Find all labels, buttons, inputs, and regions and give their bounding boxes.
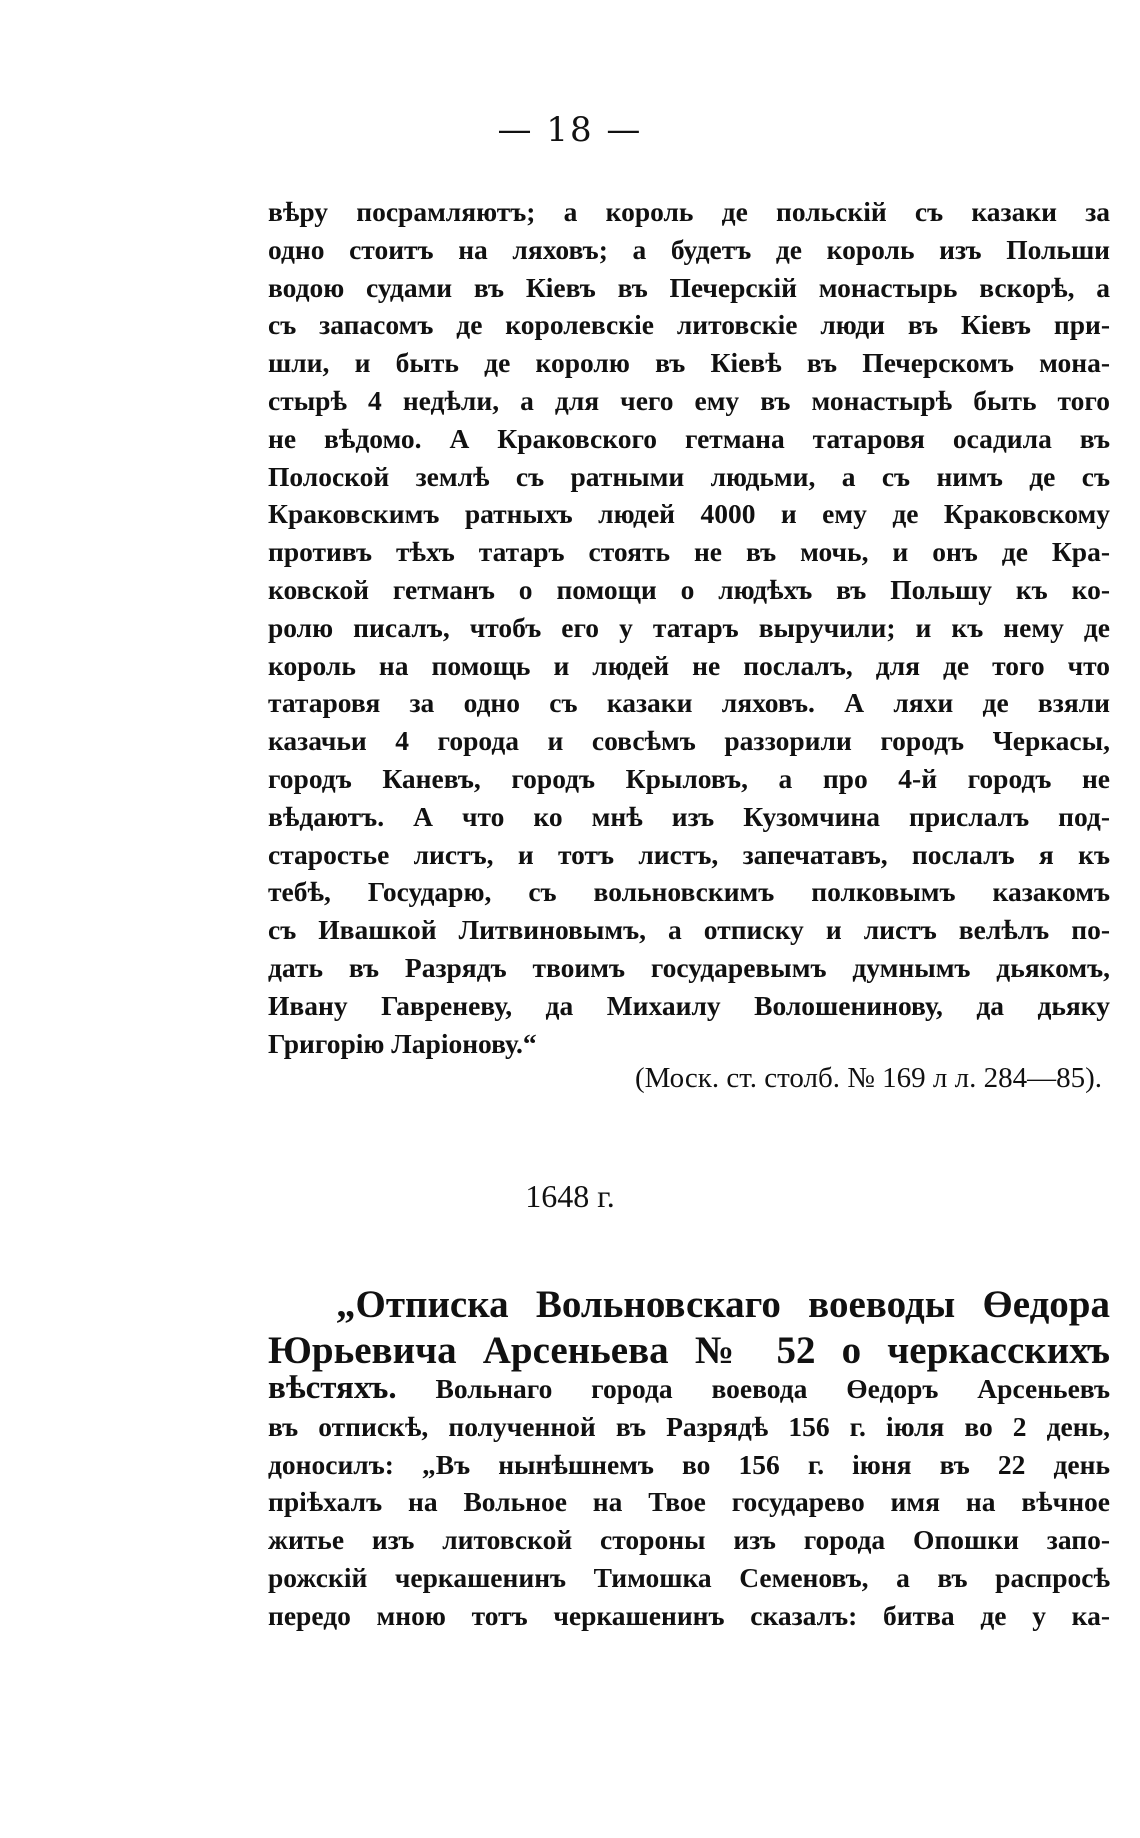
text-line: доносилъ: „Въ нынѣшнемъ во 156 г. іюня въ 22 день [268,1448,1110,1480]
text-line: тебѣ, Государю, съ вольновскимъ полковымъ казакомъ [268,876,1110,908]
text-line: стырѣ 4 недѣли, а для чего ему въ монастырѣ быть того [268,384,1110,416]
text-line: вѣру посрамляютъ; а король де польскій съ казаки за [268,196,1110,227]
text-line: старостье листъ, и тотъ листъ, запечатавъ, послалъ я къ [268,838,1110,870]
text-line: вѣдаютъ. А что ко мнѣ изъ Кузомчина прислалъ под- [268,800,1110,832]
text-line: противъ тѣхъ татаръ стоять не въ мочь, и онъ де Кра- [268,536,1110,568]
title-tail: вѣстяхъ. [268,1370,397,1406]
text-line: шли, и быть де королю въ Кіевѣ въ Печерскомъ мона- [268,347,1110,379]
text-line: въ отпискѣ, полученной въ Разрядѣ 156 г. іюля во 2 день, [268,1410,1110,1442]
text-line: казачьи 4 города и совсѣмъ раззорили городъ Черкасы, [268,725,1110,757]
paragraph-section [268,1370,1110,1635]
text-line: Полоской землѣ съ ратными людьми, а съ нимъ де съ [268,460,1110,492]
text-line: дать въ Разрядъ твоимъ государевымъ думнымъ дьякомъ, [268,951,1110,983]
page-number: — 18 — [497,110,643,150]
text-line: ролю писалъ, чтобъ его у татаръ выручили; и къ нему де [268,611,1110,643]
title-continuation-line [268,1370,1110,1408]
text-line: водою судами въ Кіевъ въ Печерскій монастырь вскорѣ, а [268,271,1110,303]
title-line: „Отписка Вольновскаго воеводы Өедора [336,1283,1110,1326]
title-line: Юрьевича Арсеньева № 52 о черкасскихъ [268,1329,1110,1372]
section-title [268,1282,1110,1374]
text-line: съ запасомъ де королевскіе литовскіе люди въ Кіевъ при- [268,309,1110,341]
text-line: городъ Каневъ, городъ Крыловъ, а про 4-й городъ не [268,762,1110,794]
year-heading: 1648 г. [525,1178,615,1214]
text-line: рожскій черкашенинъ Тимошка Семеновъ, а въ распросѣ [268,1561,1110,1593]
text-line: ковской гетманъ о помощи о людѣхъ въ Польшу къ ко- [268,573,1110,605]
text-line: татаровя за одно съ казаки ляховъ. А ляхи де взяли [268,687,1110,719]
text-line: одно стоитъ на ляховъ; а будетъ де король изъ Польши [268,233,1110,265]
text-line: житье изъ литовской стороны изъ города Опошки запо- [268,1524,1110,1556]
text-line: Григорію Ларіонову.“ [268,1027,537,1059]
text-line: съ Ивашкой Литвиновымъ, а отписку и листъ велѣлъ по- [268,914,1110,946]
text-line: передо мною тотъ черкашенинъ сказалъ: битва де у ка- [268,1599,1110,1631]
text-fragment: Вольнаго города воевода Өедоръ Арсеньевъ [435,1373,1110,1404]
text-line: Краковскимъ ратныхъ людей 4000 и ему де Краковскому [268,498,1110,530]
source-citation: (Моск. ст. столб. № 169 л л. 284—85). [634,1062,1102,1094]
text-line: не вѣдомо. А Краковского гетмана татаровя осадила въ [268,422,1110,454]
text-line: пріѣхалъ на Вольное на Твое государево имя на вѣчное [268,1486,1110,1518]
text-line: Ивану Гавреневу, да Михаилу Волошенинову, да дьяку [268,989,1110,1021]
paragraph-main [268,193,1110,1062]
text-line: король на помощь и людей не послалъ, для де того что [268,649,1110,681]
